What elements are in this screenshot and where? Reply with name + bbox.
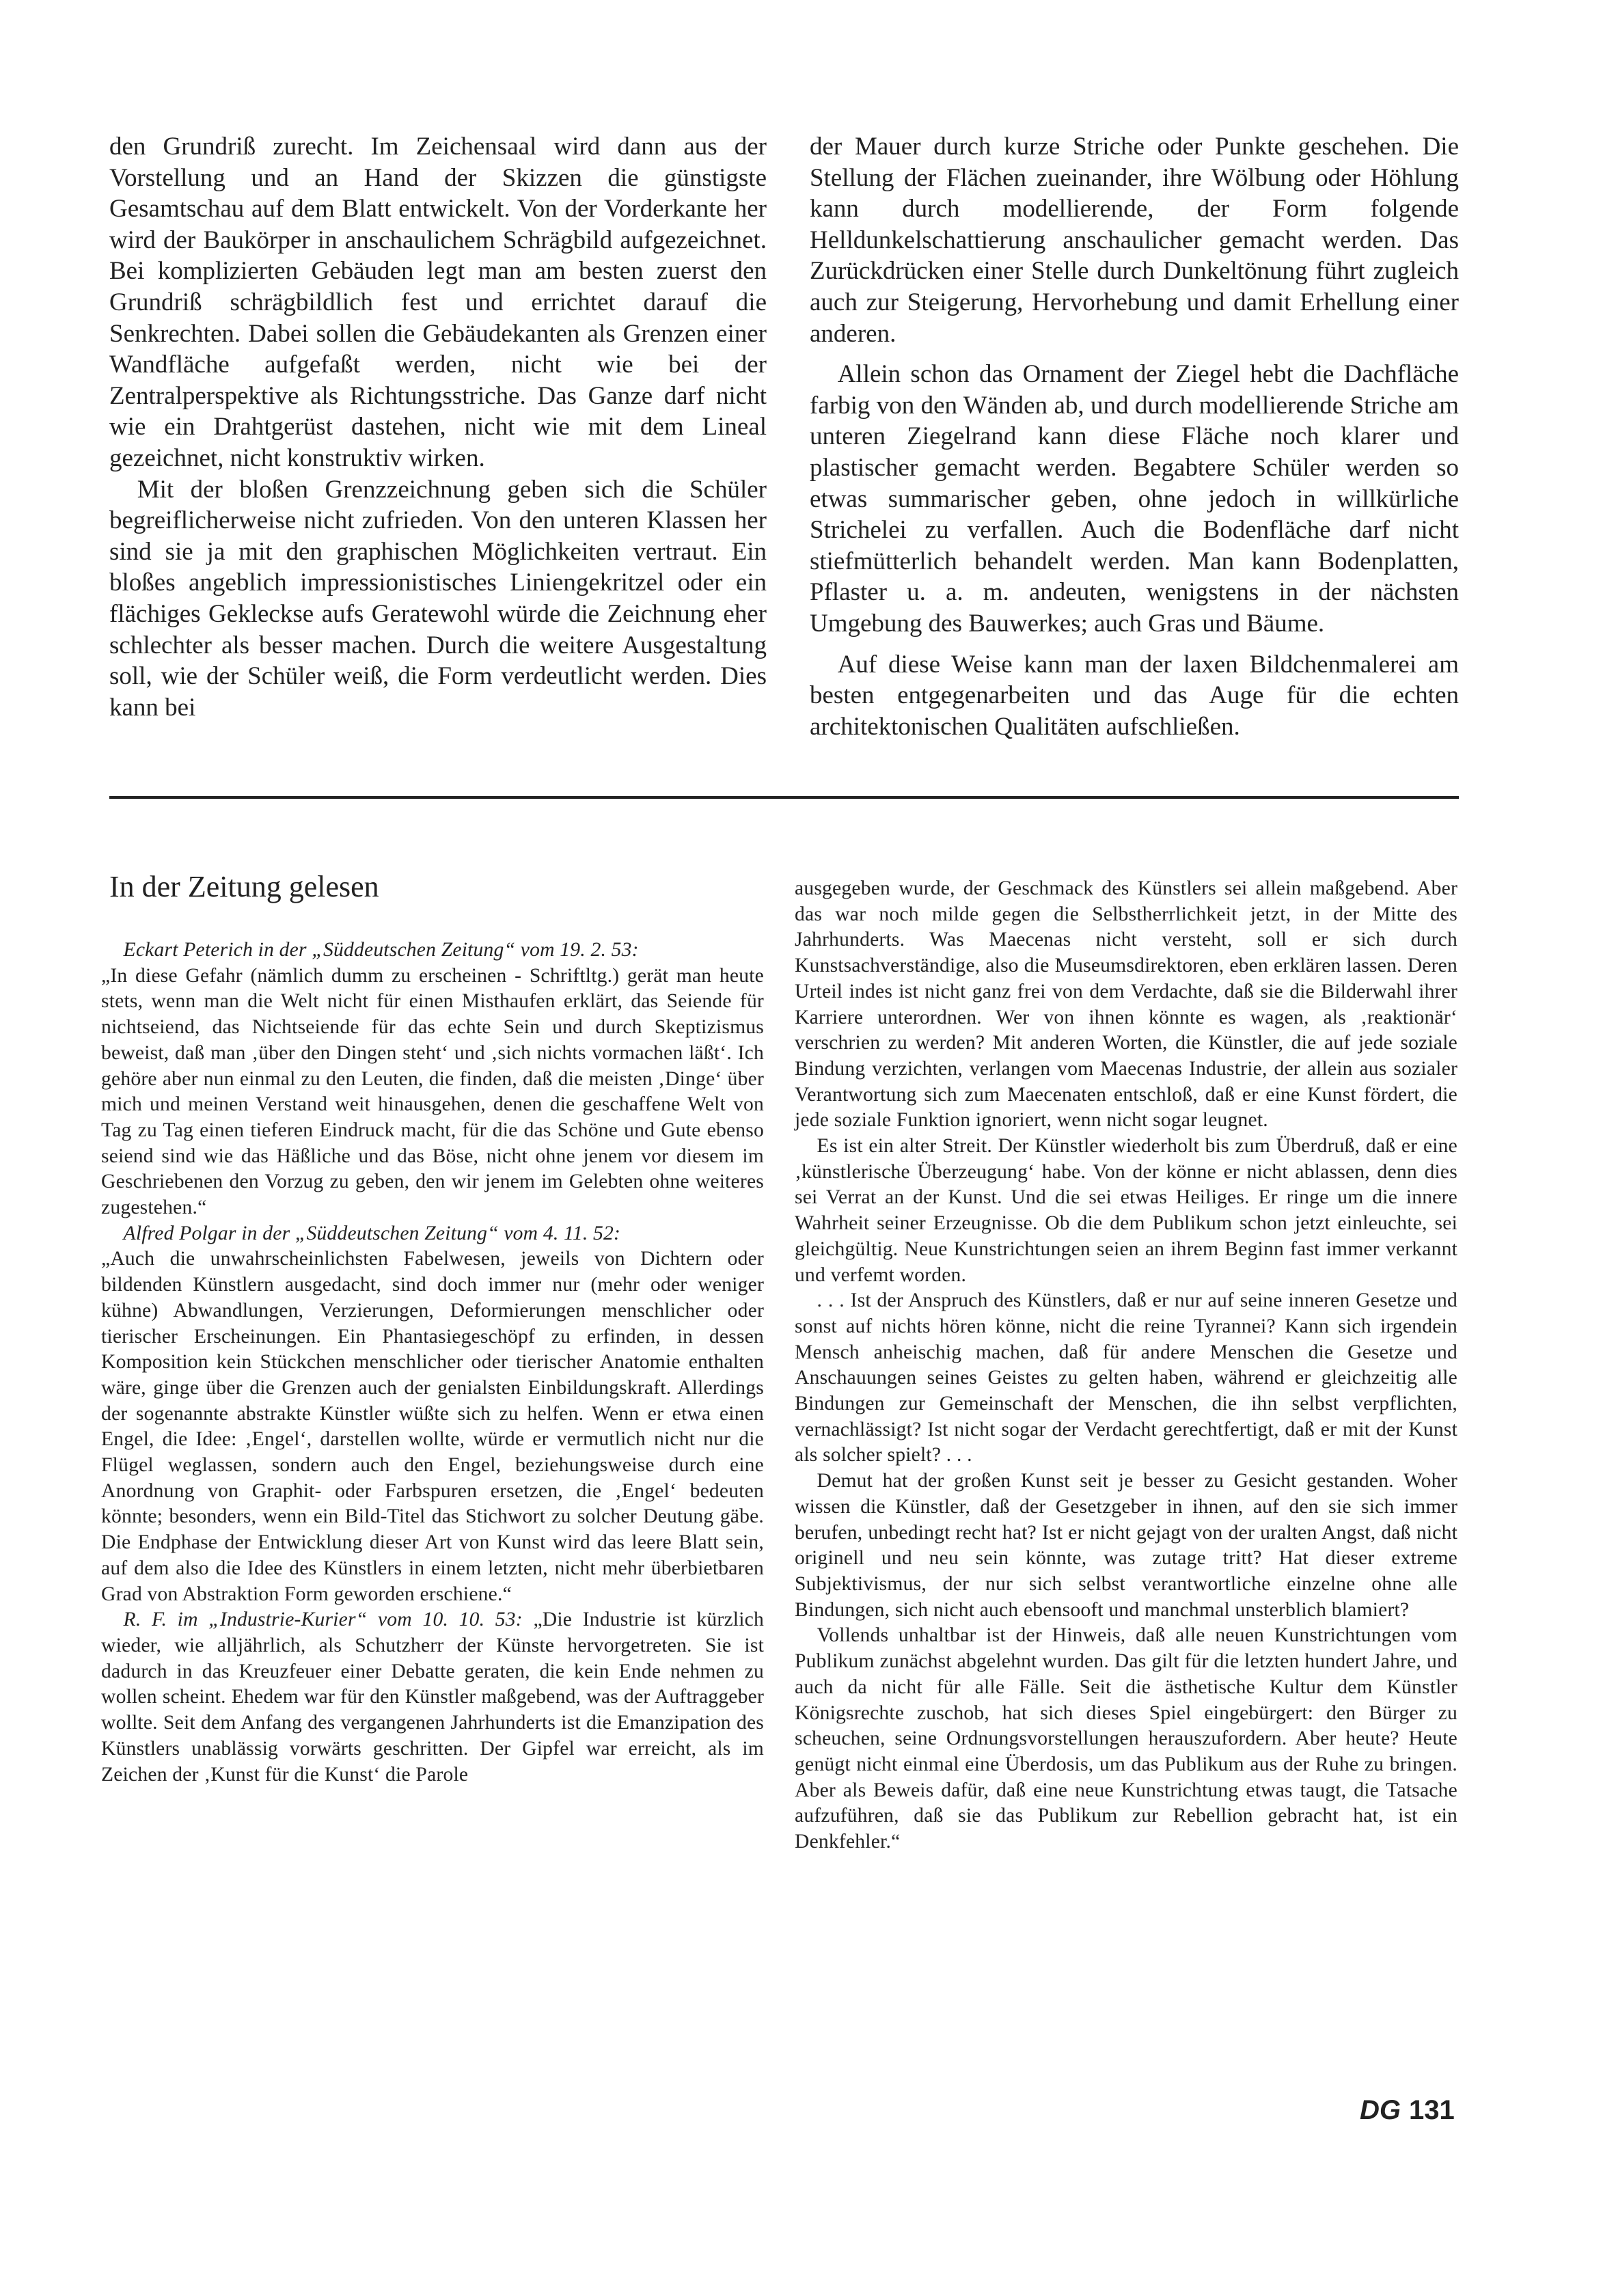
quote-eckart-peterich bbox=[101, 938, 764, 1221]
paragraph: den Grundriß zurecht. Im Zeichensaal wird dann aus der Vorstellung und an Hand der Skizzen die günstigste Gesamtschau auf dem Blatt entwickelt. Von der Vorderkante her wird der Baukörper in anschaulichem Schrägbild aufgezeichnet. Bei komplizierten Gebäuden legt man am besten zuerst den Grundriß schrägbildlich fest und errichtet darauf die Senkrechten. Dabei sollen die Gebäudekanten als Grenzen einer Wandfläche aufgefaßt werden, nicht wie bei der Zentralperspektive als Richtungsstriche. Das Ganze darf nicht wie ein Drahtgerüst dastehen, nicht wie mit dem Lineal gezeichnet, nicht konstruktiv wirken. bbox=[109, 133, 767, 472]
bottom-left-column bbox=[101, 938, 764, 1788]
top-right-column bbox=[810, 131, 1459, 742]
paragraph: . . . Ist der Anspruch des Künstlers, daß er nur auf seine inneren Gesetze und sonst auf nichts hören könne, nicht die reine Tyrannei? Kann sich irgendein Mensch anheischig machen, daß für andere Menschen die Gesetze und Anschauungen seines Geistes zu gelten haben, während er gleichzeitig alle Bindungen zur Gemeinschaft der Menschen, die ihn selbst verpflichten, vernachlässigt? Ist nicht sogar der Verdacht gerechtfertigt, daß er mit der Kunst als solcher spielt? . . . bbox=[795, 1289, 1457, 1466]
quote-source: R. F. im „Industrie-Kurier“ vom 10. 10. 53: bbox=[123, 1609, 523, 1631]
quote-source: Alfred Polgar in der „Süddeutschen Zeitung“ vom 4. 11. 52: bbox=[123, 1222, 621, 1244]
quote-text: „In diese Gefahr (nämlich dumm zu erscheinen - Schriftltg.) gerät man heute stets, wenn man die Welt nicht für einen Misthaufen erklärt, das Seiende für nichtseiend, das Nichtseiende für das echte Sein und durch Skeptizismus beweist, daß man ‚über den Dingen steht‘ und ‚sich nichts vormachen läßt‘. Ich gehöre aber nun einmal zu den Leuten, die finden, daß die meisten ‚Dinge‘ über mich und meinen Verstand weit hinausgehen, denen die geschaffene Welt von Tag zu Tag einen tieferen Eindruck macht, für die das Schöne und Gute ebenso seiend sind wie das Häßliche und das Böse, nicht ohne jenem vor diesem im Geschriebenen den Vorzug zu geben, den wir jenem im Gelebten ohne weiteres zugestehen.“ bbox=[101, 964, 764, 1219]
paragraph: ausgegeben wurde, der Geschmack des Künstlers sei allein maßgebend. Aber das war noch milde gegen die Selbstherrlichkeit jetzt, in der Mitte des Jahrhunderts. Was Maecenas nicht versteht, soll er sich durch Kunstsachverständige, also die Museumsdirektoren, eben erklären lassen. Deren Urteil indes ist nicht ganz frei von dem Verdachte, daß sie die Bilderwahl ihrer Karriere unterordnen. Wer von ihnen könnte es wagen, als ‚reaktionär‘ verschrien zu werden? Mit anderen Worten, die Künstler, die auf jede soziale Bindung verzichten, verlangen vom Maecenas Industrie, der allein aus sozialer Verantwortung sich zum Maecenaten entschloß, daß er eine Kunst fördert, die jede soziale Funktion ignoriert, wenn nicht sogar leugnet. bbox=[795, 877, 1457, 1132]
quote-source: Eckart Peterich in der „Süddeutschen Zeitung“ vom 19. 2. 53: bbox=[123, 939, 639, 961]
paragraph: Auf diese Weise kann man der laxen Bildchenmalerei am besten entgegenarbeiten und das Auge für die echten architektonischen Qualitäten aufschließen. bbox=[810, 650, 1459, 741]
paragraph: Es ist ein alter Streit. Der Künstler wiederholt bis zum Überdruß, daß er eine ‚künstlerische Überzeugung‘ habe. Von der könne er nicht ablassen, denn dies sei Verrat an der Kunst. Und die sei etwas Heiliges. Er ringe um die innere Wahrheit seiner Erzeugnisse. Ob die dem Publikum schon jetzt einleuchte, sei gleichgültig. Neue Kunstrichtungen seien an ihrem Beginn fast immer verkannt und verfemt worden. bbox=[795, 1135, 1457, 1286]
quote-text: „Die Industrie ist kürzlich wieder, wie alljährlich, als Schutzherr der Künste hervorgetreten. Sie ist dadurch in das Kreuzfeuer einer Debatte geraten, die kein Ende nehmen zu wollen scheint. Ehedem war für den Künstler maßgebend, was der Auftraggeber wollte. Seit dem Anfang des vergangenen Jahrhunderts ist die Emanzipation des Künstlers unablässig vorwärts geschritten. Der Gipfel war erreicht, als im Zeichen der ‚Kunst für die Kunst‘ die Parole bbox=[101, 1609, 764, 1786]
horizontal-divider bbox=[109, 796, 1459, 799]
quote-alfred-polgar bbox=[101, 1221, 764, 1608]
page-number-value: 131 bbox=[1409, 2095, 1455, 2125]
bottom-right-column bbox=[795, 876, 1457, 1855]
paragraph: Allein schon das Ornament der Ziegel hebt die Dachfläche farbig von den Wänden ab, und durch modellierende Striche am unteren Ziegelrand kann diese Fläche noch klarer und plastischer gemacht werden. Begabtere Schüler werden so etwas summarischer geben, ohne jedoch in willkürliche Strichelei zu verfallen. Auch die Bodenfläche darf nicht stiefmütterlich behandelt werden. Man kann Bodenplatten, Pflaster u. a. m. andeuten, wenigstens in der nächsten Umgebung des Bauwerkes; auch Gras und Bäume. bbox=[810, 360, 1459, 638]
quote-text: „Auch die unwahrscheinlichsten Fabelwesen, jeweils von Dichtern oder bildenden Künstlern ausgedacht, sind doch immer nur (mehr oder weniger kühne) Abwandlungen, Verzierungen, Deformierungen menschlicher oder tierischer Erscheinungen. Ein Phantasiegeschöpf zu erfinden, in dessen Komposition kein Stückchen menschlicher oder tierischer Anatomie enthalten wäre, ginge über die Grenzen auch der genialsten Einbildungskraft. Allerdings der sogenannte abstrakte Künstler wüßte sich zu helfen. Wenn er etwa einen Engel, die Idee: ‚Engel‘, darstellen wollte, würde er vermutlich nicht nur die Flügel weglassen, sondern auch den Engel, beziehungsweise durch eine Anordnung von Graphit- oder Farbspuren ersetzen, die ‚Engel‘ bedeuten könnte; besonders, wenn ein Bild-Titel das Stichwort zu solcher Deutung gäbe. Die Endphase der Entwicklung dieser Art von Kunst wird das leere Blatt sein, auf dem also die Idee des Künstlers in einem letzten, nicht mehr überbietbaren Grad von Abstraktion Form geworden erschiene.“ bbox=[101, 1248, 764, 1605]
page-number bbox=[1360, 2095, 1455, 2126]
paragraph: Vollends unhaltbar ist der Hinweis, daß alle neuen Kunstrichtungen vom Publikum zunächst abgelehnt wurden. Das gilt für die letzten hundert Jahre, und auch da nicht für alle Fälle. Seit die ästhetische Kultur dem Künstler Königsrechte zuschob, hat sich dieses Spiel eingebürgert: den Bürger zu scheuchen, seine Ordnungsvorstellungen herauszufordern. Aber heute? Heute genügt nicht einmal eine Überdosis, um das Publikum aus der Ruhe zu bringen. Aber als Beweis dafür, daß eine neue Kunstrichtung etwas taugt, die Tatsache aufzuführen, daß sie das Publikum zur Rebellion gebracht hat, ist ein Denkfehler.“ bbox=[795, 1624, 1457, 1853]
paragraph: Demut hat der großen Kunst seit je besser zu Gesicht gestanden. Woher wissen die Künstler, daß der Gesetzgeber in ihnen, auf den sie sich immer berufen, unbedingt recht hat? Ist er nicht gejagt von der uralten Angst, daß nicht originell und neu sein könnte, was zutage tritt? Hat dieser extreme Subjektivismus, der nur sich selbst verantwortliche einzelne ohne alle Bindungen, sich nicht auch ebensooft und manchmal unsterblich blamiert? bbox=[795, 1470, 1457, 1621]
paragraph: Mit der bloßen Grenzzeichnung geben sich die Schüler begreiflicherweise nicht zufrieden. Von den unteren Klassen her sind sie ja mit den graphischen Möglichkeiten vertraut. Ein bloßes angeblich impressionistisches Liniengekritzel oder ein flächiges Gekleckse aufs Geratewohl würde die Zeichnung eher schlechter als besser machen. Durch die weitere Ausgestaltung soll, wie der Schüler weiß, die Form verdeutlicht werden. Dies kann bei bbox=[109, 475, 767, 722]
quote-industrie-kurier bbox=[101, 1607, 764, 1788]
paragraph: der Mauer durch kurze Striche oder Punkte geschehen. Die Stellung der Flächen zueinander, ihre Wölbung oder Höhlung kann durch modellierende, der Form folgende Helldunkelschattierung anschaulicher gemacht werden. Das Zurückdrücken einer Stelle durch Dunkeltönung führt zugleich auch zur Steigerung, Hervorhebung und damit Erhellung einer anderen. bbox=[810, 133, 1459, 348]
top-left-column bbox=[109, 131, 767, 723]
journal-abbreviation: DG bbox=[1360, 2095, 1401, 2125]
section-heading: In der Zeitung gelesen bbox=[109, 870, 379, 903]
